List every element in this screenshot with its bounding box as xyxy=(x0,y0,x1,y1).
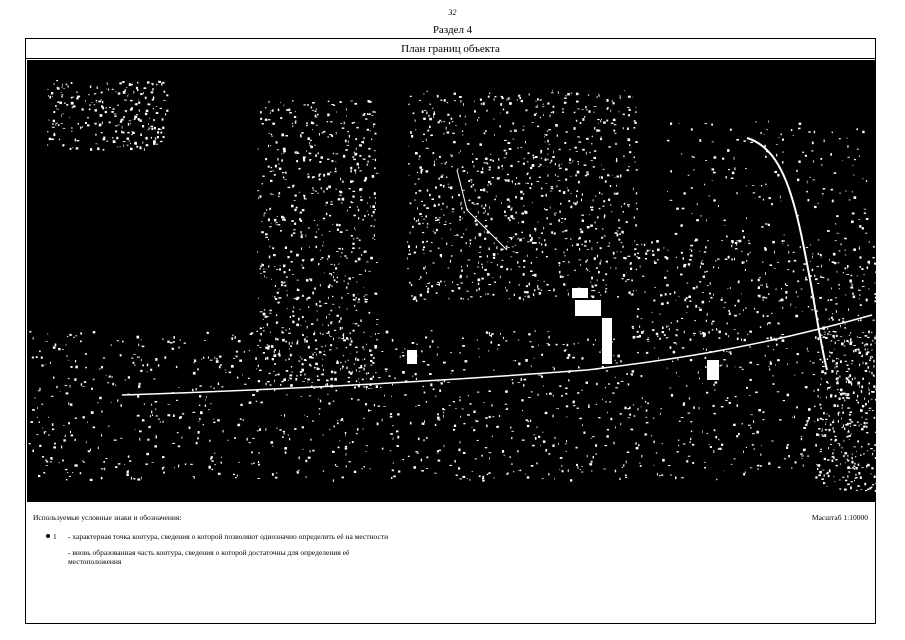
plan-frame xyxy=(25,38,876,624)
legend-point-number: 1 xyxy=(53,532,57,541)
aerial-map-svg xyxy=(27,60,876,502)
legend-item-text: - характерная точка контура, сведения о которой позволяют однозначно определить её на местности xyxy=(68,532,389,541)
section-title: Раздел 4 xyxy=(432,24,473,36)
scale-label: Масштаб 1:10000 xyxy=(811,513,868,522)
plan-title: План границ объекта xyxy=(26,39,875,59)
building-shape xyxy=(707,360,719,380)
legend-item xyxy=(46,532,388,541)
legend-item-text: - вновь образованная часть контура, сведения о которой достаточны для определения её местоположения xyxy=(68,548,350,566)
legend-heading: Используемые условные знаки и обозначения: xyxy=(33,513,182,522)
legend-item xyxy=(46,548,396,566)
page-number: 32 xyxy=(448,8,457,17)
building-shape xyxy=(575,300,601,316)
building-shape xyxy=(602,318,612,364)
aerial-map-image xyxy=(27,60,876,502)
legend-symbol xyxy=(46,532,66,541)
dot-point-icon xyxy=(46,534,50,538)
bottom-rule xyxy=(438,623,868,624)
